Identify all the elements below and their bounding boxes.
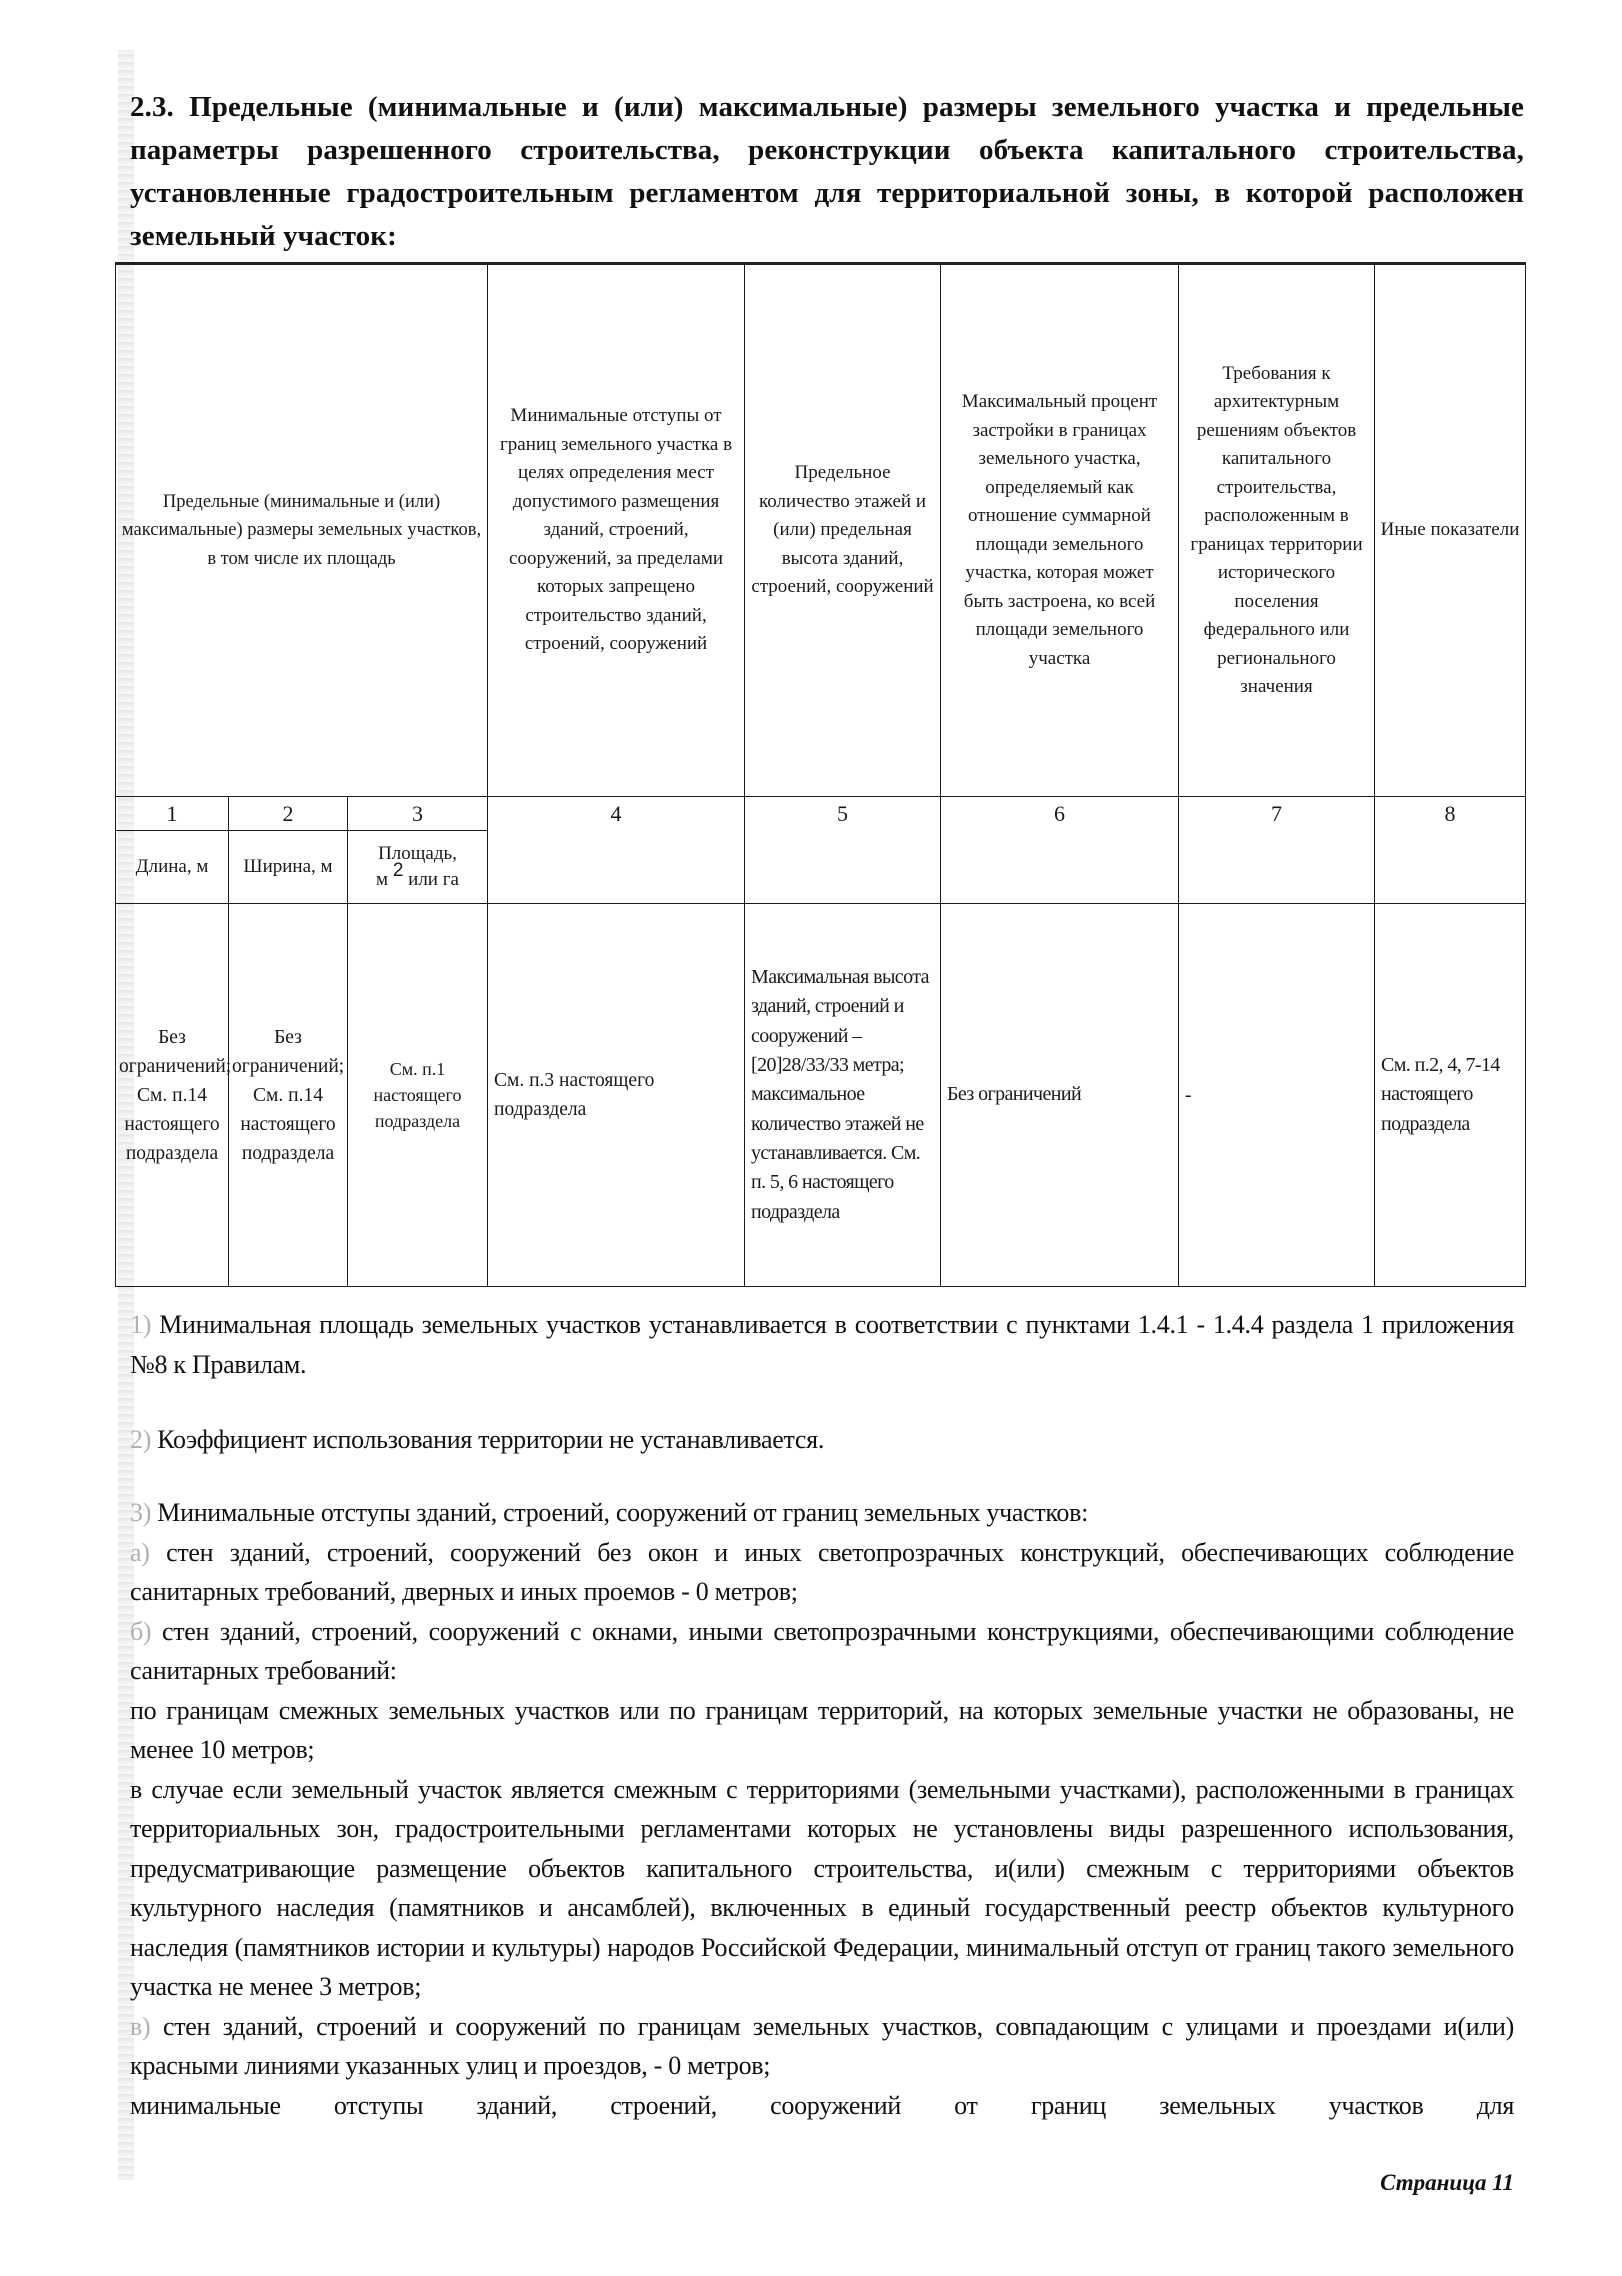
item-text: стен зданий, строений, сооружений без окон и иных светопрозрачных конструкций, обеспечивающих соблюдение санитарных требований, дверных и иных проемов - 0 метров; bbox=[130, 1537, 1515, 1606]
item-text: стен зданий, строений, сооружений с окнами, иными светопрозрачными конструкциями, обеспечивающими соблюдение санитарных требований: bbox=[130, 1616, 1514, 1685]
page-number: Страница 11 bbox=[1380, 2170, 1514, 2195]
col-number: 8 bbox=[1375, 797, 1526, 904]
table-row bbox=[116, 904, 1526, 1287]
note-1 bbox=[130, 1305, 1514, 1384]
item-marker: а) bbox=[130, 1537, 150, 1567]
area-label: Площадь, bbox=[378, 843, 457, 864]
regulations-table bbox=[115, 262, 1526, 1287]
header-floors-height: Предельное количество этажей и (или) предельная высота зданий, строений, сооружений bbox=[745, 264, 941, 797]
item-text: по границам смежных земельных участков или по границам территорий, на которых земельные участки не образованы, не менее 10 метров; bbox=[130, 1695, 1514, 1764]
section-heading bbox=[130, 86, 1524, 258]
cell-setbacks: См. п.3 настоящего подраздела bbox=[488, 904, 745, 1287]
header-plot-size: Предельные (минимальные и (или) максимальные) размеры земельных участков, в том числе их площадь bbox=[116, 264, 488, 797]
cell-max-coverage: Без ограничений bbox=[941, 904, 1179, 1287]
note-marker: 3) bbox=[130, 1498, 152, 1527]
col-number: 3 bbox=[348, 797, 488, 831]
column-number-row bbox=[116, 797, 1526, 831]
subheader-width: Ширина, м bbox=[229, 831, 348, 904]
note-text: Минимальные отступы зданий, строений, сооружений от границ земельных участков: bbox=[157, 1498, 1089, 1527]
item-marker: б) bbox=[130, 1616, 152, 1646]
col-number: 5 bbox=[745, 797, 941, 904]
cell-other: См. п.2, 4, 7-14 настоящего подраздела bbox=[1375, 904, 1526, 1287]
subheader-area bbox=[348, 831, 488, 904]
note-marker: 1) bbox=[130, 1310, 152, 1339]
col-number: 4 bbox=[488, 797, 745, 904]
note-text: Коэффициент использования территории не устанавливается. bbox=[157, 1425, 825, 1454]
header-architecture: Требования к архитектурным решениям объектов капитального строительства, расположенным в границах территории исторического поселения федерального или регионального значения bbox=[1179, 264, 1375, 797]
cell-length: Без ограничений; См. п.14 настоящего подраздела bbox=[116, 904, 229, 1287]
col-number: 1 bbox=[116, 797, 229, 831]
cell-width: Без ограничений; См. п.14 настоящего подраздела bbox=[229, 904, 348, 1287]
note-text: Минимальная площадь земельных участков устанавливается в соответствии с пунктами 1.4.1 - 1.4.4 раздела 1 приложения №8 к Правилам. bbox=[130, 1310, 1514, 1379]
item-marker: в) bbox=[130, 2011, 151, 2041]
subheader-length: Длина, м bbox=[116, 831, 229, 904]
note-marker: 2) bbox=[130, 1425, 152, 1454]
section-title: Предельные (минимальные и (или) максимальные) размеры земельного участка и предельные параметры разрешенного строительства, реконструкции объекта капитального строительства, установленные градостроительным регламентом для территориальной зоны, в которой расположен земельный участок: bbox=[130, 91, 1524, 252]
area-unit-alt: или га bbox=[408, 869, 459, 890]
cell-floors-height: Максимальная высота зданий, строений и сооружений – [20]28/33/33 метра; максимальное количество этажей не устанавливается. См. п. 5, 6 настоящего подраздела bbox=[745, 904, 941, 1287]
cell-area: См. п.1 настоящего подраздела bbox=[348, 904, 488, 1287]
note-3 bbox=[130, 1493, 1514, 2125]
header-other: Иные показатели bbox=[1375, 264, 1526, 797]
cell-architecture: - bbox=[1179, 904, 1375, 1287]
item-text: стен зданий, строений и сооружений по границам земельных участков, совпадающим с улицами и проездами и(или) красными линиями указанных улиц и проездов, - 0 метров; bbox=[130, 2011, 1514, 2080]
col-number: 7 bbox=[1179, 797, 1375, 904]
note-2 bbox=[130, 1420, 1514, 1460]
item-text: минимальные отступы зданий, строений, сооружений от границ земельных участков для bbox=[130, 2090, 1514, 2120]
header-setbacks: Минимальные отступы от границ земельного участка в целях определения мест допустимого размещения зданий, строений, сооружений, за пределами которых запрещено строительство зданий, строений, сооружений bbox=[488, 264, 745, 797]
col-number: 6 bbox=[941, 797, 1179, 904]
area-superscript: 2 bbox=[392, 860, 404, 881]
table-header-row bbox=[116, 264, 1526, 797]
item-text: в случае если земельный участок является смежным с территориями (земельными участками), расположенными в границах территориальных зон, градостроительными регламентами которых не установлены виды разрешенного использования, предусматривающие размещение объектов капитального строительства, и(или) смежным с территориями объектов культурного наследия (памятников и ансамблей), включенных в единый государственный реестр объектов культурного наследия (памятников истории и культуры) народов Российской Федерации, минимальный отступ от границ такого земельного участка не менее 3 метров; bbox=[130, 1774, 1514, 2001]
header-max-coverage: Максимальный процент застройки в границах земельного участка, определяемый как отношение суммарной площади земельного участка, которая может быть застроена, ко всей площади земельного участка bbox=[941, 264, 1179, 797]
area-unit: м bbox=[376, 869, 389, 890]
col-number: 2 bbox=[229, 797, 348, 831]
section-number: 2.3. bbox=[130, 91, 174, 123]
